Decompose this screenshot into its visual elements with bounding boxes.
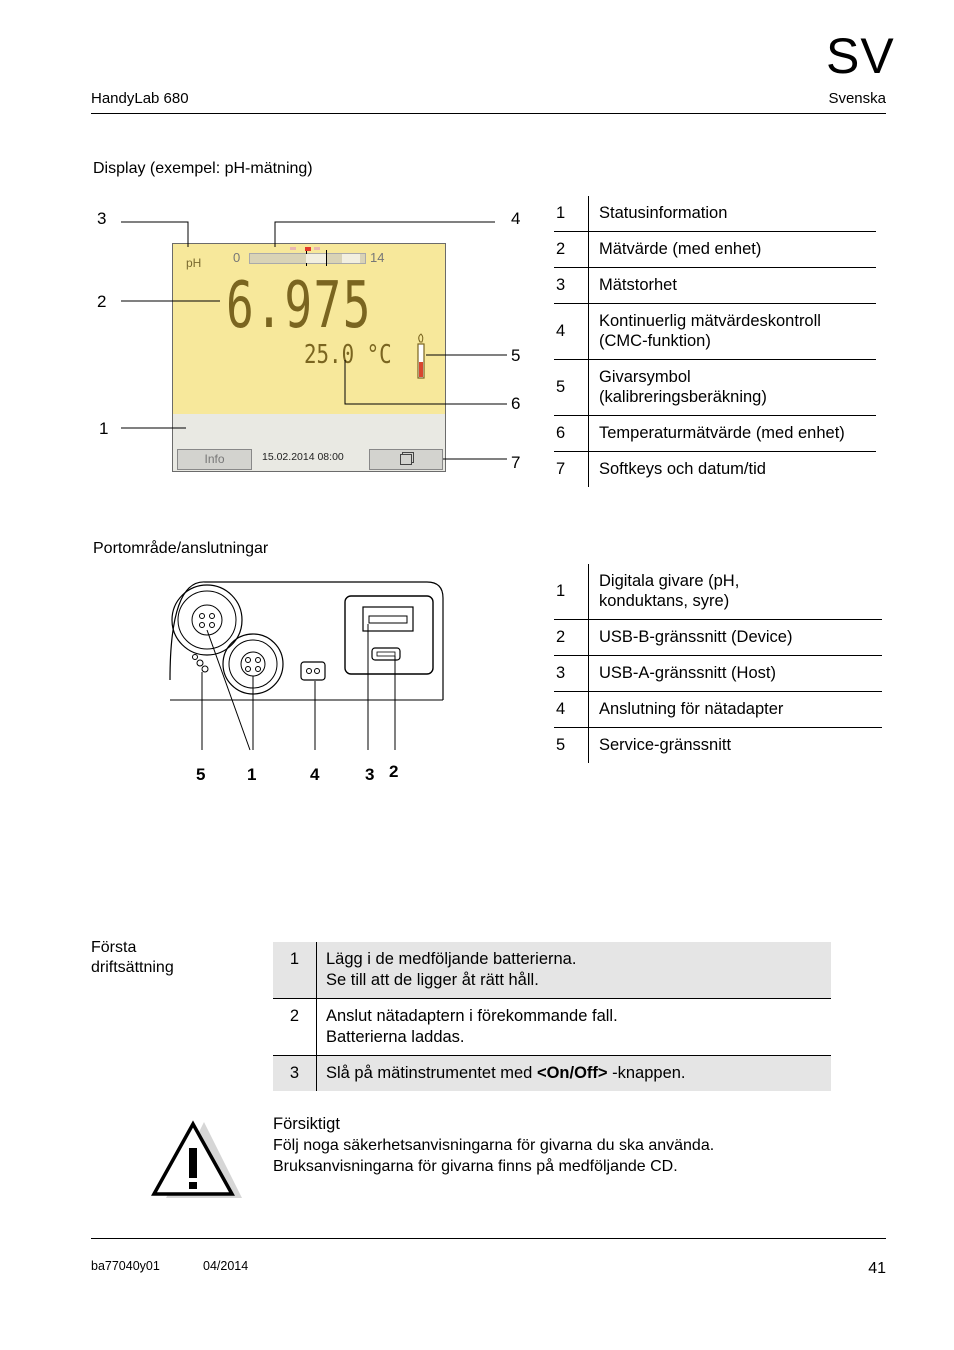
legend-row: 4 Anslutning för nätadapter <box>554 692 882 728</box>
callout-4: 4 <box>511 209 521 228</box>
measured-value: 6.975 <box>226 269 372 343</box>
legend-row: 3 USB-A-gränssnitt (Host) <box>554 656 882 692</box>
ports-section-title: Portområde/anslutningar <box>93 540 269 557</box>
legend-row: 2 USB-B-gränssnitt (Device) <box>554 620 882 656</box>
display-section-title: Display (exempel: pH-mätning) <box>93 160 313 177</box>
display-legend-table <box>554 196 876 487</box>
legend-row: 5 Givarsymbol (kalibreringsberäkning) <box>554 360 876 416</box>
legend-row: 4 Kontinuerlig mätvärdeskontroll (CMC-funktion) <box>554 304 876 360</box>
doc-date: 04/2014 <box>203 1259 249 1273</box>
legend-row: 6 Temperaturmätvärde (med enhet) <box>554 416 876 452</box>
date-time: 15.02.2014 08:00 <box>262 451 344 463</box>
scale-min: 0 <box>233 250 241 265</box>
port-callout-3: 3 <box>365 765 375 784</box>
legend-row: 1 Digitala givare (pH, konduktans, syre) <box>554 564 882 620</box>
first-use-title-line2: driftsättning <box>91 959 174 976</box>
legend-row: 1 Statusinformation <box>554 196 876 232</box>
step-row: 1 Lägg i de medföljande batterierna. Se till att de ligger åt rätt håll. <box>273 942 831 999</box>
header-rule <box>91 113 886 114</box>
legend-row: 5 Service-gränssnitt <box>554 728 882 764</box>
port-callout-1: 1 <box>247 765 257 784</box>
page-number: 41 <box>868 1260 886 1277</box>
callout-2: 2 <box>97 292 107 311</box>
display-callout-lines <box>90 195 520 480</box>
port-callout-2: 2 <box>389 762 399 781</box>
callout-7: 7 <box>511 453 521 472</box>
step-row: 2 Anslut nätadaptern i förekommande fall. Batterierna laddas. <box>273 999 831 1056</box>
temperature-value: 25.0 °C <box>304 340 392 370</box>
legend-row: 2 Mätvärde (med enhet) <box>554 232 876 268</box>
warning-icon <box>150 1120 242 1200</box>
first-use-title-line1: Första <box>91 939 137 956</box>
callout-3: 3 <box>97 209 107 228</box>
callout-5: 5 <box>511 346 521 365</box>
callout-1: 1 <box>99 419 109 438</box>
legend-row: 3 Mätstorhet <box>554 268 876 304</box>
digital-sensor-socket-icon <box>172 585 242 655</box>
document-language: Svenska <box>828 90 886 107</box>
softkey-info[interactable]: Info <box>177 449 252 470</box>
caution-title: Försiktigt <box>273 1115 340 1133</box>
legend-row: 7 Softkeys och datum/tid <box>554 452 876 488</box>
port-callout-4: 4 <box>310 765 320 784</box>
ports-illustration <box>165 580 450 755</box>
port-callout-5: 5 <box>196 765 206 784</box>
language-code: SV <box>826 28 895 84</box>
footer-rule <box>91 1238 886 1239</box>
caution-text-line1: Följ noga säkerhetsanvisningarna för givarna du ska använda. <box>273 1137 715 1154</box>
document-title: HandyLab 680 <box>91 90 189 107</box>
caution-text-line2: Bruksanvisningarna för givarna finns på medföljande CD. <box>273 1158 678 1175</box>
on-off-key-label: <On/Off> <box>536 1064 608 1082</box>
scale-max: 14 <box>370 250 385 265</box>
callout-6: 6 <box>511 394 521 413</box>
doc-code: ba77040y01 <box>91 1259 160 1273</box>
step-row: 3 Slå på mätinstrumentet med <On/Off> -knappen. <box>273 1056 831 1092</box>
ports-legend-table <box>554 564 882 763</box>
measured-quantity-label: pH <box>186 256 202 270</box>
first-use-steps-table <box>273 942 831 1091</box>
